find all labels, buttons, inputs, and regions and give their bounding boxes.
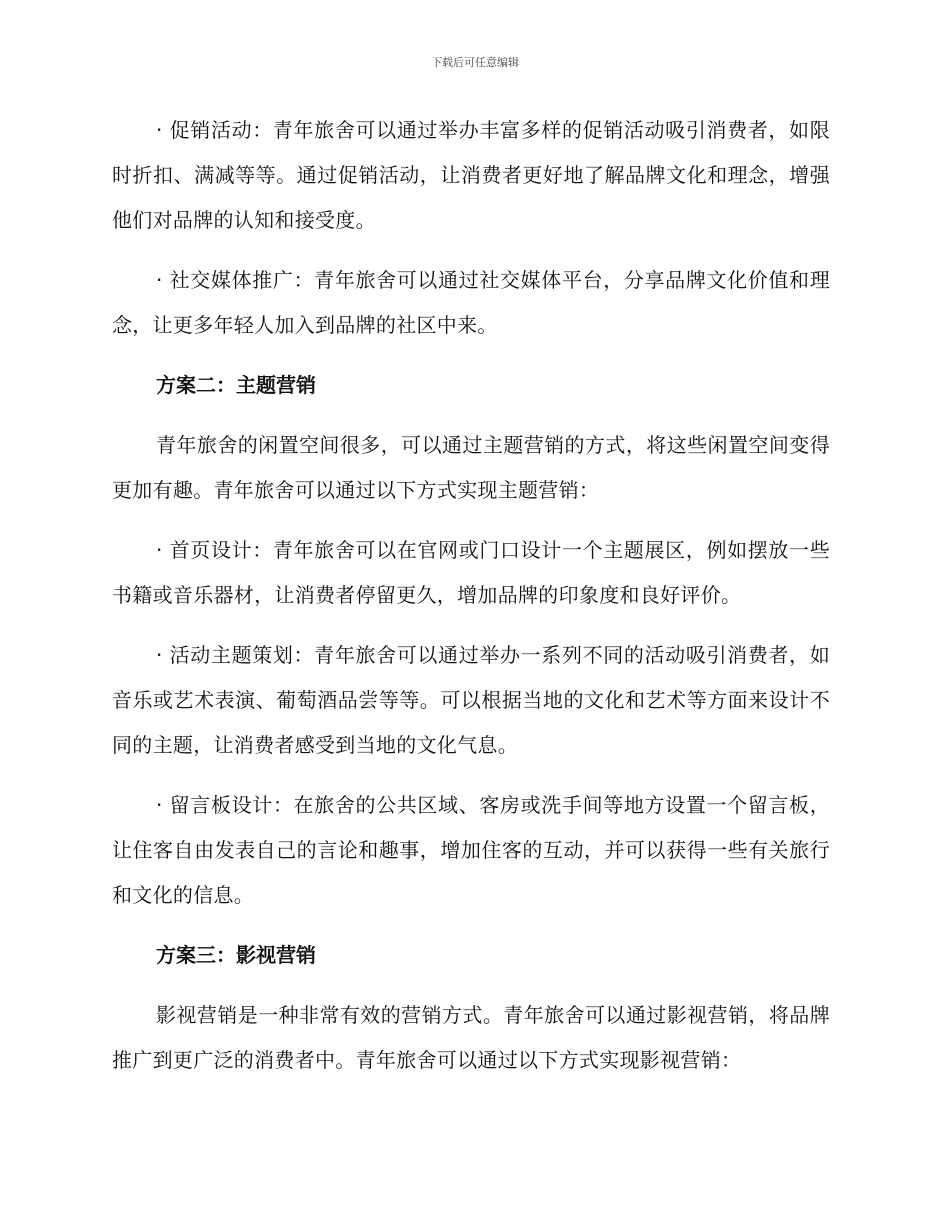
paragraph-message-board: · 留言板设计：在旅舍的公共区域、客房或洗手间等地方设置一个留言板，让住客自由发表自己的言论和趣事，增加住客的互动，并可以获得一些有关旅行和文化的信息。 [112,793,830,907]
section-heading-plan-three: 方案三：影视营销 [156,943,316,967]
paragraph-promotion: · 促销活动：青年旅舍可以通过举办丰富多样的促销活动吸引消费者，如限时折扣、满减等等。通过促销活动，让消费者更好地了解品牌文化和理念，增强他们对品牌的认知和接受度。 [112,118,830,232]
paragraph-event-planning: · 活动主题策划：青年旅舍可以通过举办一系列不同的活动吸引消费者，如音乐或艺术表演、葡萄酒品尝等等。可以根据当地的文化和艺术等方面来设计不同的主题，让消费者感受到当地的文化气息。 [112,643,830,757]
page-header: 下载后可任意编辑 [431,56,519,69]
section-heading-plan-two: 方案二：主题营销 [156,373,316,397]
paragraph-theme-intro: 青年旅舍的闲置空间很多，可以通过主题营销的方式，将这些闲置空间变得更加有趣。青年旅舍可以通过以下方式实现主题营销： [112,433,830,502]
document-body [112,108,830,1098]
paragraph-social-media: · 社交媒体推广：青年旅舍可以通过社交媒体平台，分享品牌文化价值和理念，让更多年轻人加入到品牌的社区中来。 [112,268,830,337]
paragraph-homepage-design: · 首页设计：青年旅舍可以在官网或门口设计一个主题展区，例如摆放一些书籍或音乐器材，让消费者停留更久，增加品牌的印象度和良好评价。 [112,538,830,607]
paragraph-film-marketing: 影视营销是一种非常有效的营销方式。青年旅舍可以通过影视营销，将品牌推广到更广泛的消费者中。青年旅舍可以通过以下方式实现影视营销： [112,1003,830,1072]
